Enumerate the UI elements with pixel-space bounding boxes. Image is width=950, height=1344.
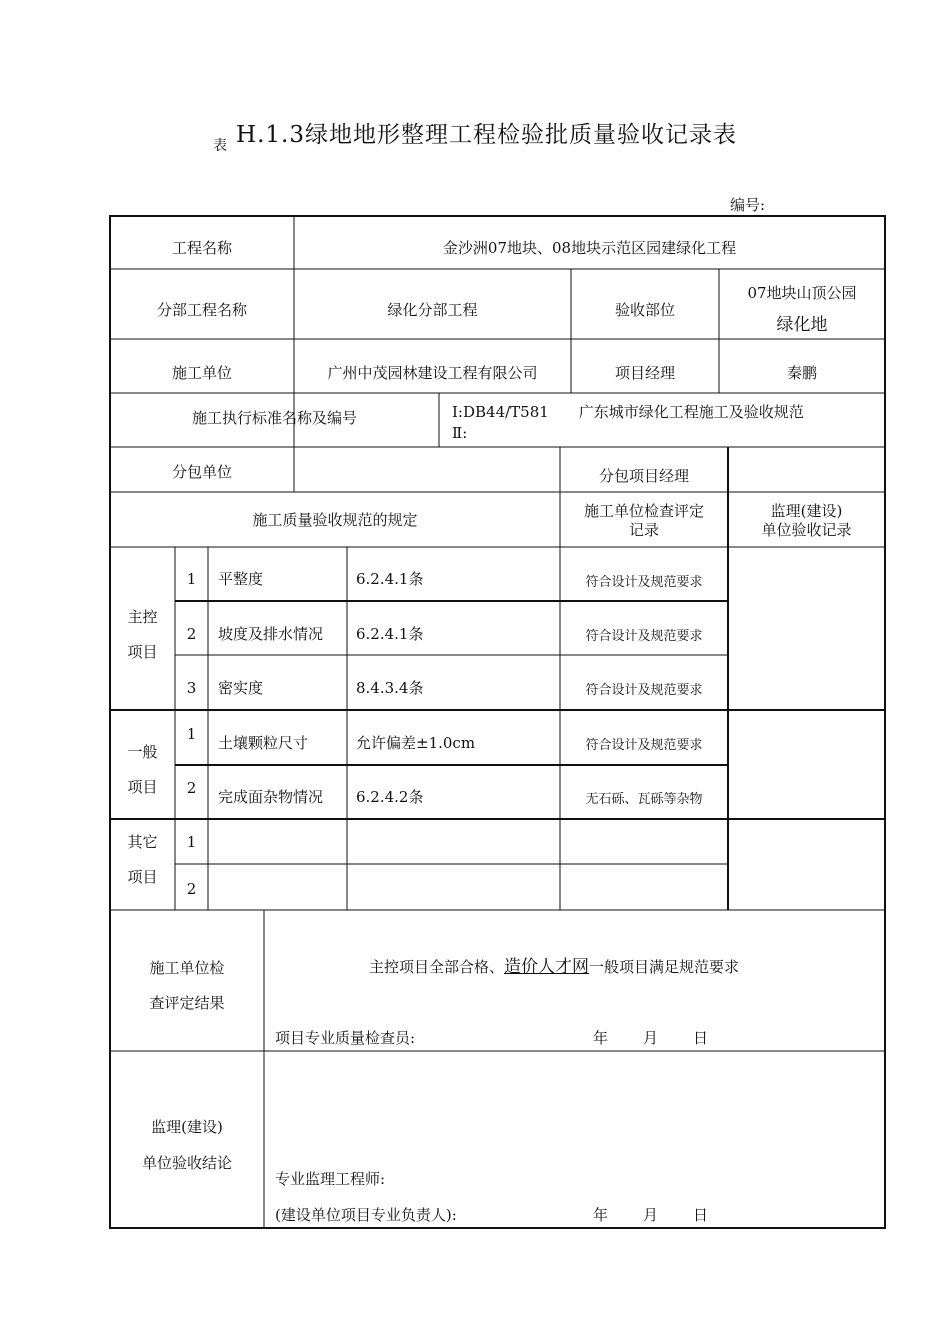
item-result: 符合设计及规范要求 <box>585 575 703 590</box>
standard-label: 施工执行标准名称及编号 <box>191 409 357 427</box>
contractor-result-label-2: 查评定结果 <box>149 994 225 1012</box>
item-result: 符合设计及规范要求 <box>585 738 703 753</box>
contractor-value: 广州中茂园林建设工程有限公司 <box>327 364 538 382</box>
location-value-line1: 07地块山顶公园 <box>747 284 857 302</box>
supervision-date-year: 年 <box>593 1206 609 1224</box>
item-name: 密实度 <box>218 679 264 697</box>
item-name: 平整度 <box>218 570 264 588</box>
inspector-date-year: 年 <box>593 1029 609 1047</box>
standard-2: Ⅱ: <box>452 424 468 442</box>
supervision-conclusion-label-1: 监理(建设) <box>151 1118 223 1136</box>
form-code: H.1.3 <box>236 122 305 148</box>
group-general-label-2: 项目 <box>127 778 158 796</box>
item-spec: 6.2.4.1条 <box>356 570 424 588</box>
project-name-label: 工程名称 <box>171 239 232 257</box>
contractor-result-label-1: 施工单位检 <box>149 959 225 977</box>
item-spec: 6.2.4.2条 <box>356 788 424 806</box>
result-part-b: 一般项目满足规范要求 <box>589 958 740 976</box>
check-column-header-line2: 记录 <box>628 521 659 539</box>
owner-label: (建设单位项目专业负责人): <box>275 1206 457 1224</box>
contractor-label: 施工单位 <box>171 364 232 382</box>
item-name: 坡度及排水情况 <box>218 625 324 643</box>
item-result: 符合设计及规范要求 <box>585 683 703 698</box>
division-label: 分部工程名称 <box>156 301 247 319</box>
location-value-line2: 绿化地 <box>776 315 828 335</box>
inspector-date-month: 月 <box>643 1029 659 1047</box>
supervision-conclusion-label-2: 单位验收结论 <box>141 1154 232 1172</box>
item-no: 1 <box>186 833 197 851</box>
manager-value: 秦鹏 <box>786 364 817 382</box>
sub-manager-label: 分包项目经理 <box>598 467 689 485</box>
item-no: 1 <box>186 725 197 743</box>
item-name: 土壤颗粒尺寸 <box>218 734 309 752</box>
item-no: 2 <box>186 779 197 797</box>
group-other-label-2: 项目 <box>127 868 158 886</box>
inspector-label: 项目专业质量检查员: <box>275 1029 416 1047</box>
result-part-a: 主控项目全部合格、 <box>369 958 505 976</box>
supervision-date-day: 日 <box>693 1206 709 1224</box>
supervision-column-header-line1: 监理(建设) <box>770 502 843 520</box>
group-main-label-2: 项目 <box>127 643 158 661</box>
watermark-text: 造价人才网 <box>504 957 590 977</box>
division-value: 绿化分部工程 <box>387 301 478 319</box>
standard-1: Ⅰ:DB44/T581 广东城市绿化工程施工及验收规范 <box>452 403 804 421</box>
manager-label: 项目经理 <box>614 364 675 382</box>
title-prefix: 表 <box>213 138 229 154</box>
engineer-label: 专业监理工程师: <box>275 1170 386 1188</box>
item-result: 符合设计及规范要求 <box>585 629 703 644</box>
item-no: 2 <box>186 880 197 898</box>
item-no: 1 <box>186 570 197 588</box>
spec-column-header: 施工质量验收规范的规定 <box>252 511 418 529</box>
group-main-label-1: 主控 <box>127 608 158 626</box>
form-title: 绿地地形整理工程检验批质量验收记录表 <box>304 122 737 148</box>
item-name: 完成面杂物情况 <box>218 788 324 806</box>
group-other-label-1: 其它 <box>127 833 158 851</box>
inspector-date-day: 日 <box>693 1029 709 1047</box>
contractor-result-text <box>369 958 739 976</box>
item-spec: 允许偏差±1.0cm <box>356 734 476 752</box>
item-no: 2 <box>186 625 197 643</box>
subcontractor-label: 分包单位 <box>171 463 232 481</box>
supervision-date-month: 月 <box>643 1206 659 1224</box>
item-spec: 8.4.3.4条 <box>356 679 424 697</box>
check-column-header-line1: 施工单位检查评定 <box>583 502 704 520</box>
group-general-label-1: 一般 <box>127 743 158 761</box>
project-name-value: 金沙洲07地块、08地块示范区园建绿化工程 <box>442 239 737 257</box>
serial-number-label: 编号: <box>730 196 766 214</box>
item-spec: 6.2.4.1条 <box>356 625 424 643</box>
item-result: 无石砾、瓦砾等杂物 <box>585 792 703 807</box>
item-no: 3 <box>186 679 197 697</box>
supervision-column-header-line2: 单位验收记录 <box>761 521 852 539</box>
location-label: 验收部位 <box>614 301 675 319</box>
